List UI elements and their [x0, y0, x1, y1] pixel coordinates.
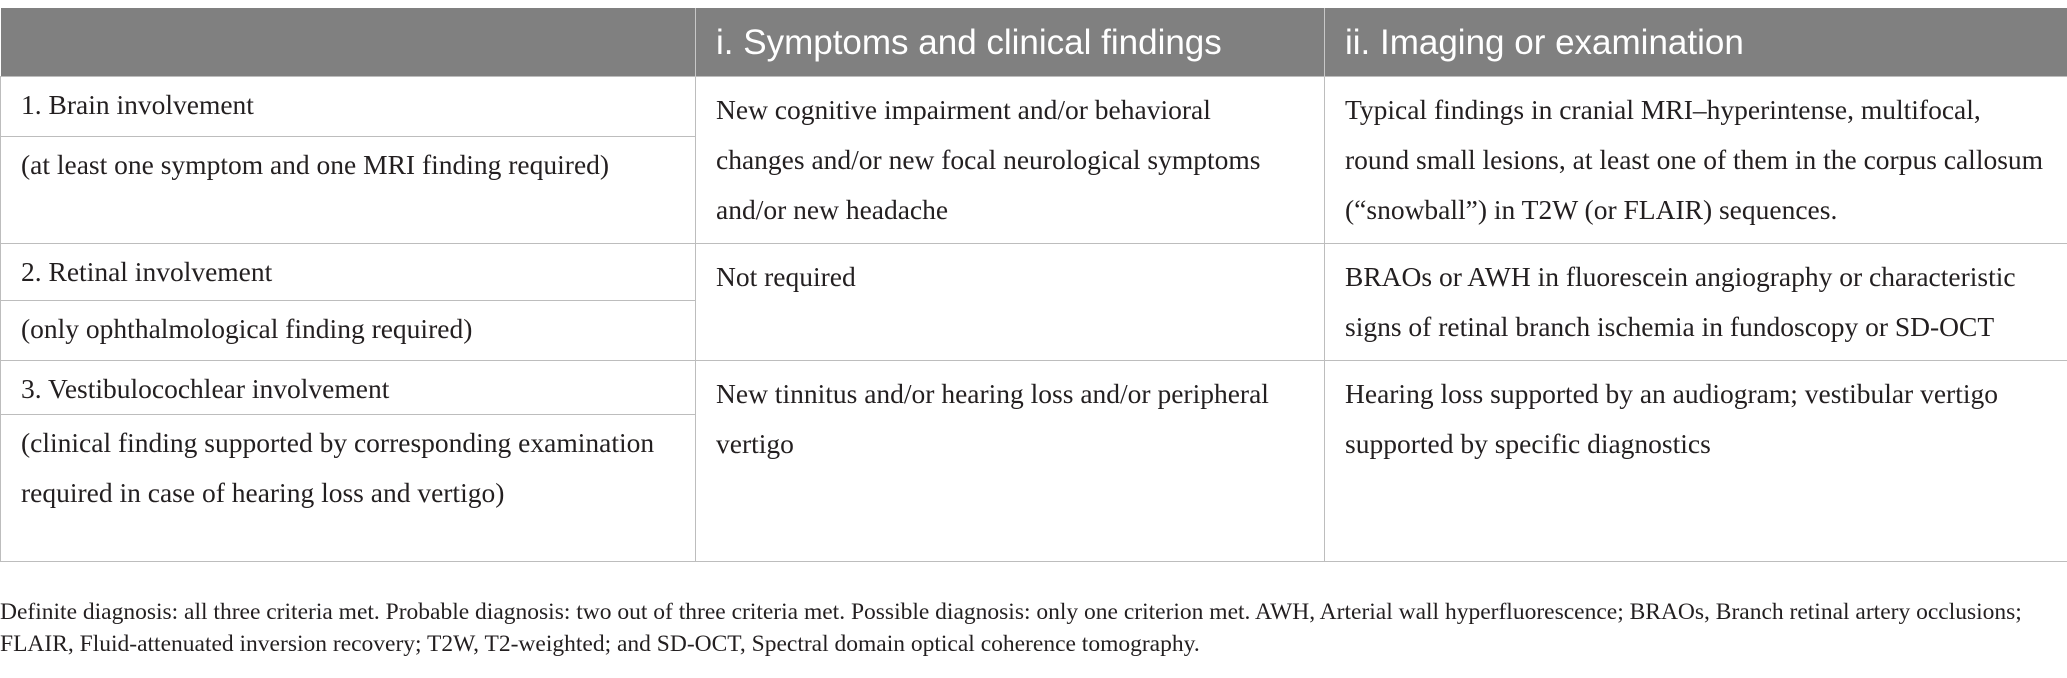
- table-row-retinal: [1, 244, 2067, 301]
- requirement-brain: (at least one symptom and one MRI finding required): [1, 136, 696, 243]
- imaging-brain: Typical findings in cranial MRI–hyperintense, multifocal, round small lesions, at least one of them in the corpus callosum (“snowball”) in T2W (or FLAIR) sequences.: [1325, 77, 2067, 244]
- header-symptoms: i. Symptoms and clinical findings: [696, 8, 1325, 77]
- requirement-retinal: (only ophthalmological finding required): [1, 300, 696, 360]
- imaging-vestibulocochlear: Hearing loss supported by an audiogram; vestibular vertigo supported by specific diagnostics: [1325, 361, 2067, 562]
- table-row-brain: [1, 77, 2067, 137]
- table-row-vestibulocochlear: [1, 361, 2067, 415]
- header-imaging: ii. Imaging or examination: [1325, 8, 2067, 77]
- symptoms-vestibulocochlear: New tinnitus and/or hearing loss and/or peripheral vertigo: [696, 361, 1325, 562]
- symptoms-retinal: Not required: [696, 244, 1325, 361]
- criterion-retinal: 2. Retinal involvement: [1, 244, 696, 301]
- imaging-retinal: BRAOs or AWH in fluorescein angiography or characteristic signs of retinal branch ischemia in fundoscopy or SD-OCT: [1325, 244, 2067, 361]
- header-criterion: [1, 8, 696, 77]
- requirement-vestibulocochlear: (clinical finding supported by corresponding examination required in case of hearing loss and vertigo): [1, 415, 696, 562]
- table-footnote: Definite diagnosis: all three criteria met. Probable diagnosis: two out of three criteria met. Possible diagnosis: only one criterion met. AWH, Arterial wall hyperfluorescence; BRAOs, Branch retinal artery occlusions; FLAIR, Fluid-attenuated inversion recovery; T2W, T2-weighted; and SD-OCT, Spectral domain optical coherence tomography.: [0, 599, 2022, 657]
- symptoms-brain: New cognitive impairment and/or behavioral changes and/or new focal neurological symptoms and/or new headache: [696, 77, 1325, 244]
- diagnostic-criteria-table: [0, 8, 2067, 562]
- criteria-table-container: [0, 8, 2067, 562]
- criterion-brain: 1. Brain involvement: [1, 77, 696, 137]
- table-header-row: [1, 8, 2067, 77]
- criterion-vestibulocochlear: 3. Vestibulocochlear involvement: [1, 361, 696, 415]
